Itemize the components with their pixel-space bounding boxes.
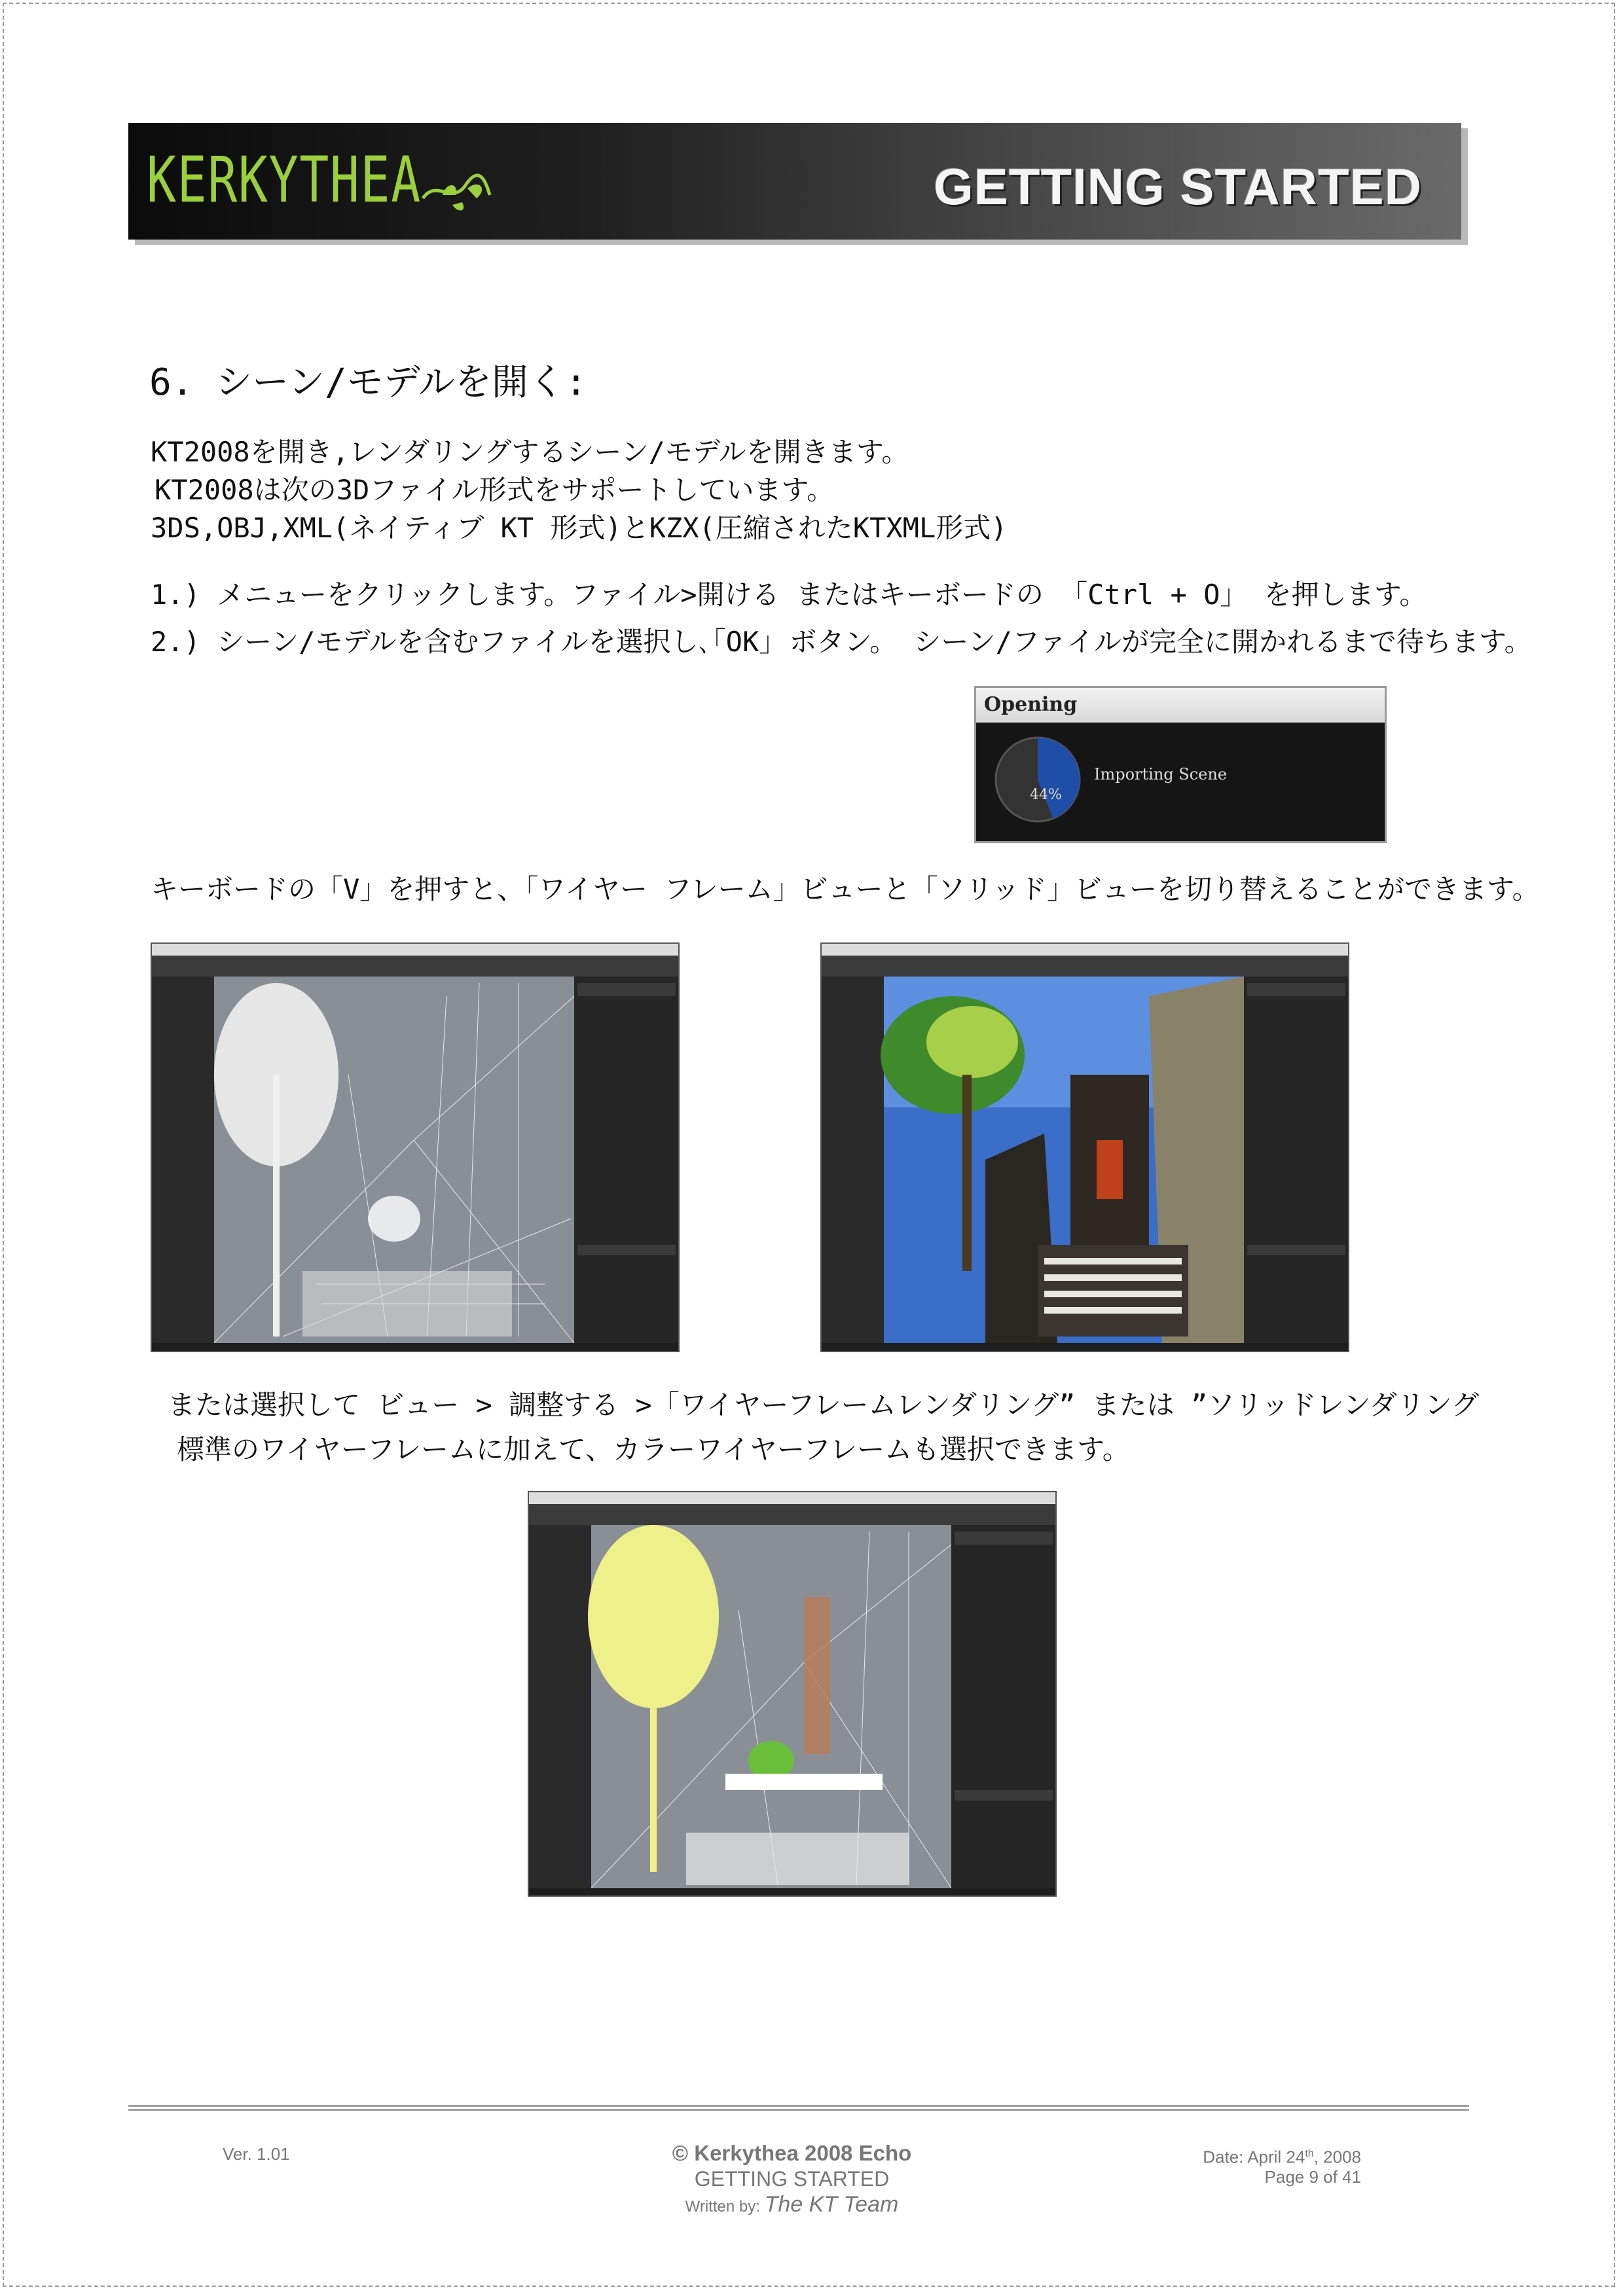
opening-dialog (974, 686, 1387, 843)
footer-center (0, 2140, 1603, 2220)
intro-line: 3DS,OBJ,XML(ネイティブ KT 形式)とKZX(圧縮されたKTXML形式) (151, 512, 1008, 544)
footer-rule (128, 2105, 1469, 2111)
kerkythea-logo: KERKYTHEA (147, 143, 422, 217)
alt-text-line-1: または選択して ビュー > 調整する >「ワイヤーフレームレンダリング” または ”ソリッドレンダリング (168, 1389, 1480, 1421)
banner-title: GETTING STARTED (934, 158, 1422, 215)
progress-pie (992, 734, 1084, 825)
intro-line: KT2008は次の3Dファイル形式をサポートしています。 (155, 474, 835, 506)
section-heading: 6. シーン/モデルを開く: (149, 361, 587, 404)
footer-written-by (0, 2191, 1603, 2220)
dialog-body (976, 723, 1385, 841)
footer-version: Ver. 1.01 (223, 2144, 290, 2164)
footer-date-page (1203, 2144, 1361, 2187)
wireframe-view-screenshot (151, 942, 680, 1352)
vine-leaf-icon (416, 159, 495, 218)
written-by-label: Written by: (685, 2198, 760, 2215)
solid-view-screenshot (820, 942, 1349, 1352)
dialog-title: Opening (976, 688, 1385, 723)
intro-line: KT2008を開き,レンダリングするシーン/モデルを開きます。 (151, 436, 909, 468)
step-2: 2.) シーン/モデルを含むファイルを選択し､｢OK｣ ボタン。 シーン/ファイルが完全に開かれるまで待ちます。 (151, 626, 1532, 658)
header-banner (128, 123, 1461, 240)
footer-date: Date: April 24th, 2008 (1203, 2147, 1361, 2167)
footer-copyright: © Kerkythea 2008 Echo (672, 2141, 912, 2165)
footer-doc-title: GETTING STARTED (694, 2167, 890, 2191)
alt-text-line-2: 標準のワイヤーフレームに加えて、カラーワイヤーフレームも選択できます。 (177, 1433, 1130, 1465)
toggle-view-text: キーボードの「V」を押すと、「ワイヤー フレーム」ビューと「ソリッド」ビューを切り替えることができます。 (151, 873, 1540, 905)
footer-page: Page 9 of 41 (1264, 2166, 1361, 2187)
footer-author: The KT Team (764, 2192, 899, 2217)
color-wireframe-screenshot (528, 1491, 1057, 1897)
progress-percent: 44% (1030, 787, 1062, 803)
dialog-message: Importing Scene (1094, 765, 1228, 783)
step-1: 1.) メニューをクリックします。ファイル>開ける またはキーボードの 「Ctrl + O」 を押します。 (151, 579, 1427, 611)
intro-paragraph (151, 433, 1008, 547)
